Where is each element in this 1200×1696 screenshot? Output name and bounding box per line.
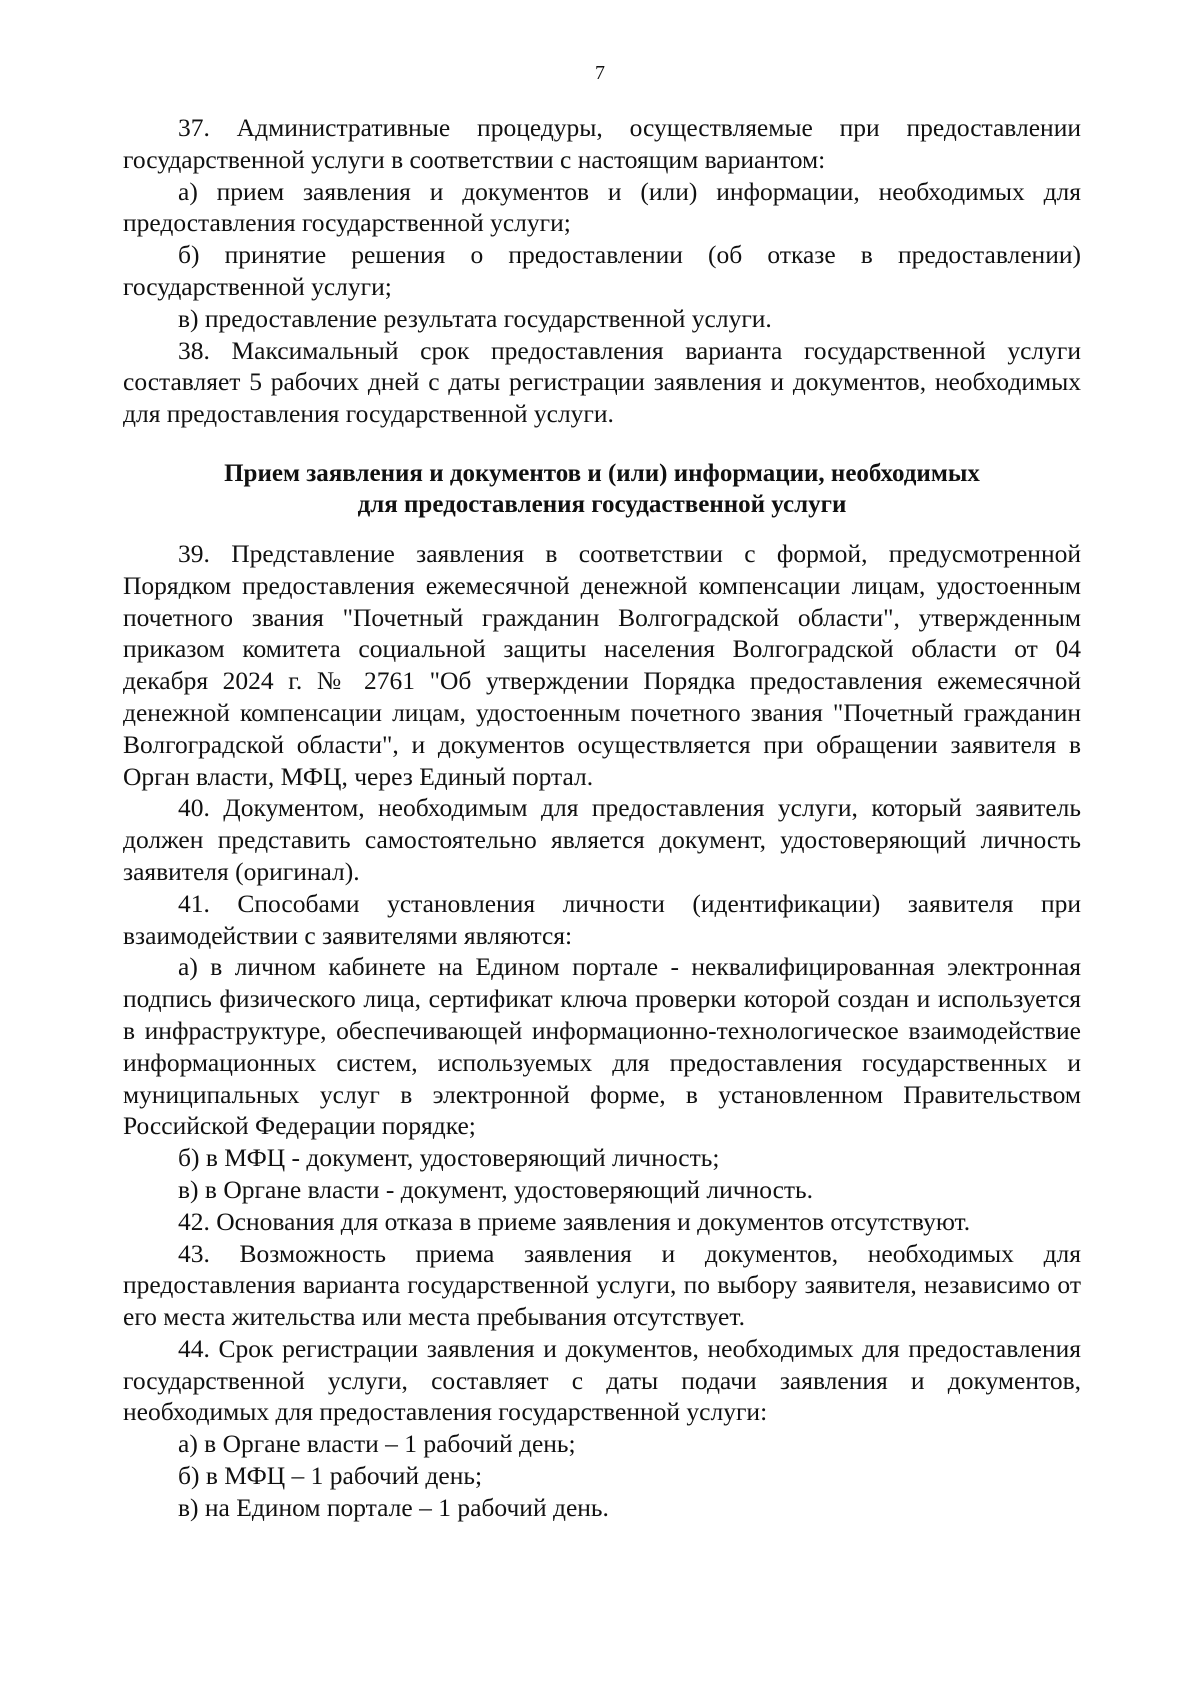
paragraph-41-v: в) в Органе власти - документ, удостоверяющий личность. (178, 1174, 814, 1204)
paragraph-43: 43. Возможность приема заявления и документов, необходимых для предоставления варианта государственной услуги, по выбору заявителя, независимо от его места жительства или места пребывания отсутствует. (123, 1238, 1081, 1332)
section-heading (123, 458, 1081, 520)
paragraph-41-b: б) в МФЦ - документ, удостоверяющий личность; (178, 1143, 720, 1173)
paragraph-41: 41. Способами установления личности (идентификации) заявителя при взаимодействии с заявителями являются: (123, 888, 1081, 950)
section-heading-line-2: для предоставления госудаственной услуги (357, 490, 847, 518)
paragraph-44-v: в) на Едином портале – 1 рабочий день. (178, 1492, 609, 1522)
paragraph-37-b: б) принятие решения о предоставлении (об отказе в предоставлении) государственной услуги; (123, 240, 1081, 301)
document-body (123, 112, 1081, 1524)
paragraph-40: 40. Документом, необходимым для предоставления услуги, который заявитель должен представить самостоятельно является документ, удостоверяющий личность заявителя (оригинал). (123, 793, 1081, 886)
paragraph-44: 44. Срок регистрации заявления и документов, необходимых для предоставления государственной услуги, составляет с даты подачи заявления и документов, необходимых для предоставления государственной услуги: (123, 1333, 1081, 1427)
page-number: 7 (595, 62, 605, 84)
section-heading-line-1: Прием заявления и документов и (или) информации, необходимых (224, 459, 980, 487)
paragraph-37: 37. Административные процедуры, осуществляемые при предоставлении государственной услуги в соответствии с настоящим вариантом: (123, 113, 1081, 174)
paragraph-37-a: а) прием заявления и документов и (или) информации, необходимых для предоставления государственной услуги; (123, 176, 1081, 238)
paragraph-37-v: в) предоставление результата государственной услуги. (178, 303, 772, 333)
paragraph-38: 38. Максимальный срок предоставления варианта государственной услуги составляет 5 рабочих дней с даты регистрации заявления и документов, необходимых для предоставления государственной услуги. (123, 335, 1081, 429)
paragraph-42: 42. Основания для отказа в приеме заявления и документов отсутствуют. (178, 1206, 971, 1236)
paragraph-44-a: а) в Органе власти – 1 рабочий день; (178, 1429, 576, 1459)
paragraph-41-a: а) в личном кабинете на Едином портале - неквалифицированная электронная подпись физического лица, сертификат ключа проверки которой создан и используется в инфраструктуре, обеспечивающей информационно-технологическое взаимодействие информационных систем, используемых для предоставления государственных и муниципальных услуг в электронной форме, в установленном Правительством Российской Федерации порядке; (123, 952, 1081, 1141)
paragraph-39: 39. Представление заявления в соответствии с формой, предусмотренной Порядком предоставления ежемесячной денежной компенсации лицам, удостоенным почетного звания "Почетный гражданин Волгоградской области", утвержденным приказом комитета социальной защиты населения Волгоградской области от 04 декабря 2024 г. № 2761 "Об утверждении Порядка предоставления ежемесячной денежной компенсации лицам, удостоенным почетного звания "Почетный гражданин Волгоградской области", и документов осуществляется при обращении заявителя в Орган власти, МФЦ, через Единый портал. (123, 538, 1081, 791)
paragraph-44-b: б) в МФЦ – 1 рабочий день; (178, 1461, 483, 1491)
